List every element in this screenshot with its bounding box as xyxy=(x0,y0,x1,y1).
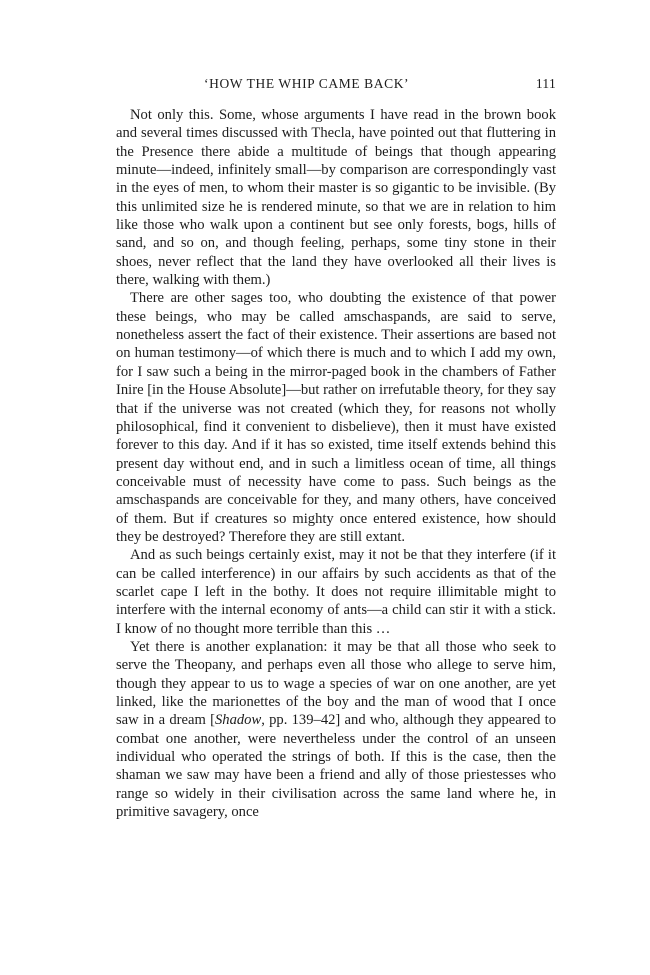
body-text xyxy=(116,106,556,821)
running-head xyxy=(116,76,556,98)
paragraph-text: Yet there is another explanation: it may be that all those who seek to serve the Theopany, and perhaps even all those who allege to serve him, though they appear to us to wage a species of war on one another, are yet linked, like the marionettes of the boy and the man of wood that I once saw in a dream [ xyxy=(116,638,556,729)
paragraph: There are other sages too, who doubting the existence of that power these beings, who may be called amschaspands, are said to serve, nonetheless assert the fact of their existence. Their assertions are based not on human testimony—of which there is much and to which I add my own, for I saw such a being in the mirror-paged book in the chambers of Father Inire [in the House Absolute]—but rather on irrefutable theory, for they say that if the universe was not created (which they, for reasons not wholly philosophical, find it convenient to disbelieve), then it must have existed forever to this day. And if it has so existed, time itself extends behind this present day without end, and in such a limitless ocean of time, all things conceivable must of necessity have come to pass. Such beings as the amschaspands are conceivable for they, and many others, have conceived of them. But if creatures so mighty once entered existence, how should they be destroyed? Therefore they are still extant. xyxy=(116,290,556,545)
page-number: 111 xyxy=(535,76,556,91)
paragraph: Not only this. Some, whose arguments I have read in the brown book and several times discussed with Thecla, have pointed out that fluttering in the Presence there abide a multitude of beings that though appearing minute—indeed, infinitely small—by comparison are correspondingly vast in the eyes of men, to whom their master is so gigantic to be invisible. (By this unlimited size he is rendered minute, so that we are in relation to him like those who walk upon a continent but see only forests, bogs, hills of sand, and so on, and though feeling, perhaps, some tiny stone in their shoes, never reflect that the land they have overlooked all their lives is there, walking with them.) xyxy=(116,107,556,289)
paragraph xyxy=(116,638,556,821)
paragraph: And as such beings certainly exist, may it not be that they interfere (if it can be called interference) in our affairs by such accidents as that of the scarlet cape I left in the bothy. It does not require illimitable might to interfere with the internal economy of ants—a child can stir it with a stick. I know of no thought more terrible than this … xyxy=(116,547,556,637)
running-title: ‘HOW THE WHIP CAME BACK’ xyxy=(204,76,410,91)
book-page xyxy=(116,76,556,821)
paragraph-text: , pp. 139–42] and who, although they appeared to combat one another, were nevertheless under the control of an unseen individual who operated the strings of both. If this is the case, then the shaman we saw may have been a friend and ally of those priestesses who range so widely in their civilisation across the same land where he, in primitive savagery, once xyxy=(116,712,556,821)
italic-title: Shadow xyxy=(214,712,262,729)
